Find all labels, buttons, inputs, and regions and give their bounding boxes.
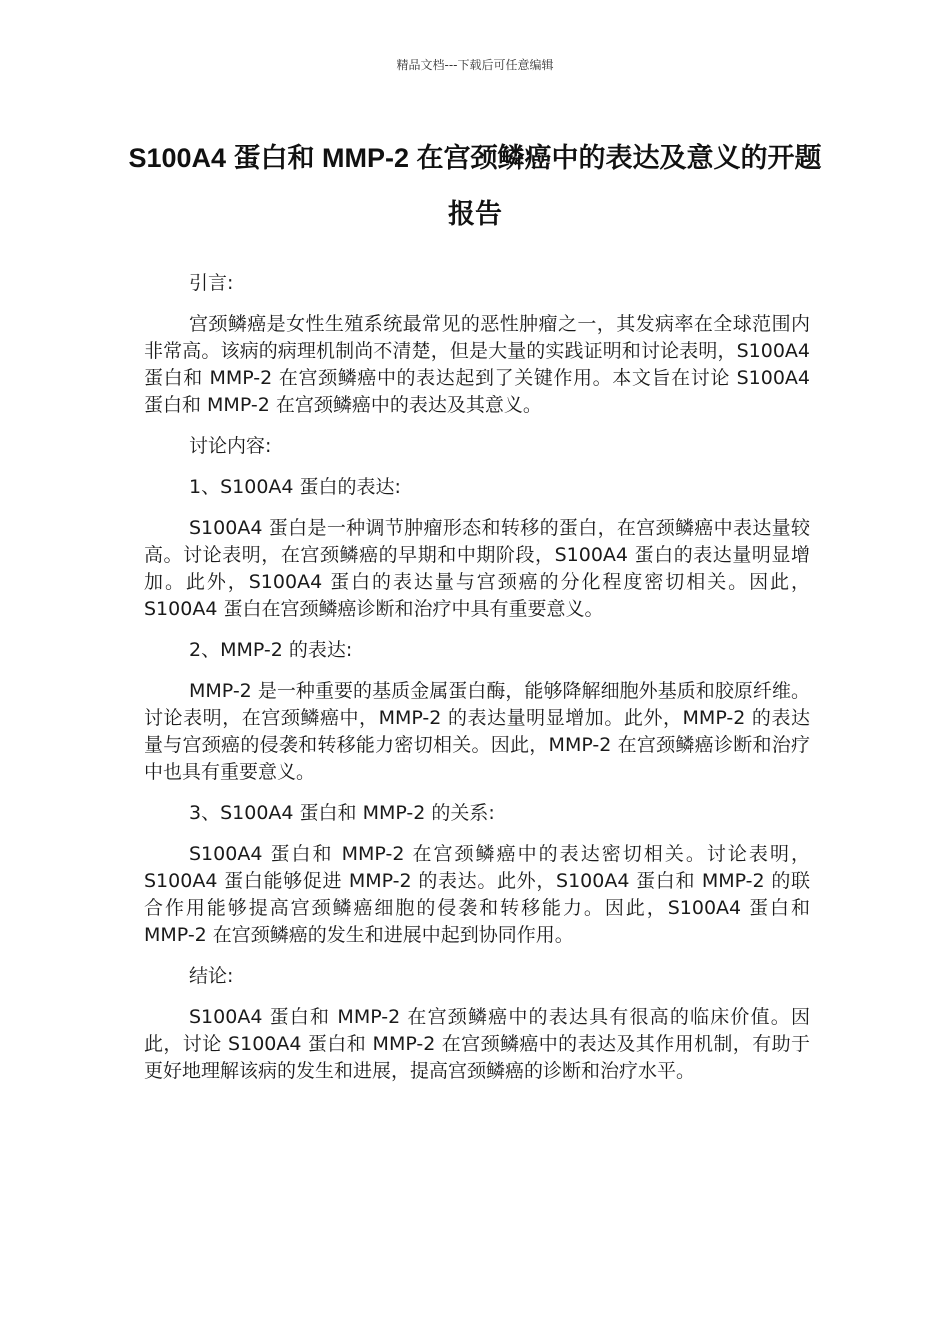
- paragraph-introduction: 宫颈鳞癌是女性生殖系统最常见的恶性肿瘤之一，其发病率在全球范围内非常高。该病的病理机制尚不清楚，但是大量的实践证明和讨论表明，S100A4 蛋白和 MMP-2 在宫颈鳞癌中的表达起到了关键作用。本文旨在讨论 S100A4 蛋白和 MMP-2 在宫颈鳞癌中的表达及其意义。: [144, 313, 810, 416]
- document-title: S100A4 蛋白和 MMP-2 在宫颈鳞癌中的表达及意义的开题报告: [128, 143, 822, 229]
- section-heading-introduction: 引言:: [189, 272, 234, 294]
- document-body: [144, 270, 810, 1099]
- paragraph-relationship: S100A4 蛋白和 MMP-2 在宫颈鳞癌中的表达密切相关。讨论表明，S100A4 蛋白能够促进 MMP-2 的表达。此外，S100A4 蛋白和 MMP-2 的联合作用能够提高宫颈鳞癌细胞的侵袭和转移能力。因此，S100A4 蛋白和 MMP-2 在宫颈鳞癌的发生和进展中起到协同作用。: [144, 843, 810, 946]
- subheading-relationship: 3、S100A4 蛋白和 MMP-2 的关系:: [189, 802, 495, 824]
- subheading-s100a4: 1、S100A4 蛋白的表达:: [189, 476, 401, 498]
- subheading-mmp2: 2、MMP-2 的表达:: [189, 639, 353, 661]
- page-header: 精品文档---下载后可任意编辑: [396, 58, 554, 72]
- paragraph-mmp2: MMP-2 是一种重要的基质金属蛋白酶，能够降解细胞外基质和胶原纤维。讨论表明，在宫颈鳞癌中，MMP-2 的表达量明显增加。此外，MMP-2 的表达量与宫颈癌的侵袭和转移能力密切相关。因此，MMP-2 在宫颈鳞癌诊断和治疗中也具有重要意义。: [144, 680, 810, 783]
- paragraph-conclusion: S100A4 蛋白和 MMP-2 在宫颈鳞癌中的表达具有很高的临床价值。因此，讨论 S100A4 蛋白和 MMP-2 在宫颈鳞癌中的表达及其作用机制，有助于更好地理解该病的发生和进展，提高宫颈鳞癌的诊断和治疗水平。: [144, 1006, 810, 1082]
- section-heading-conclusion: 结论:: [189, 965, 234, 987]
- section-heading-discussion: 讨论内容:: [189, 435, 272, 457]
- paragraph-s100a4: S100A4 蛋白是一种调节肿瘤形态和转移的蛋白，在宫颈鳞癌中表达量较高。讨论表明，在宫颈鳞癌的早期和中期阶段，S100A4 蛋白的表达量明显增加。此外，S100A4 蛋白的表达量与宫颈癌的分化程度密切相关。因此，S100A4 蛋白在宫颈鳞癌诊断和治疗中具有重要意义。: [144, 517, 810, 620]
